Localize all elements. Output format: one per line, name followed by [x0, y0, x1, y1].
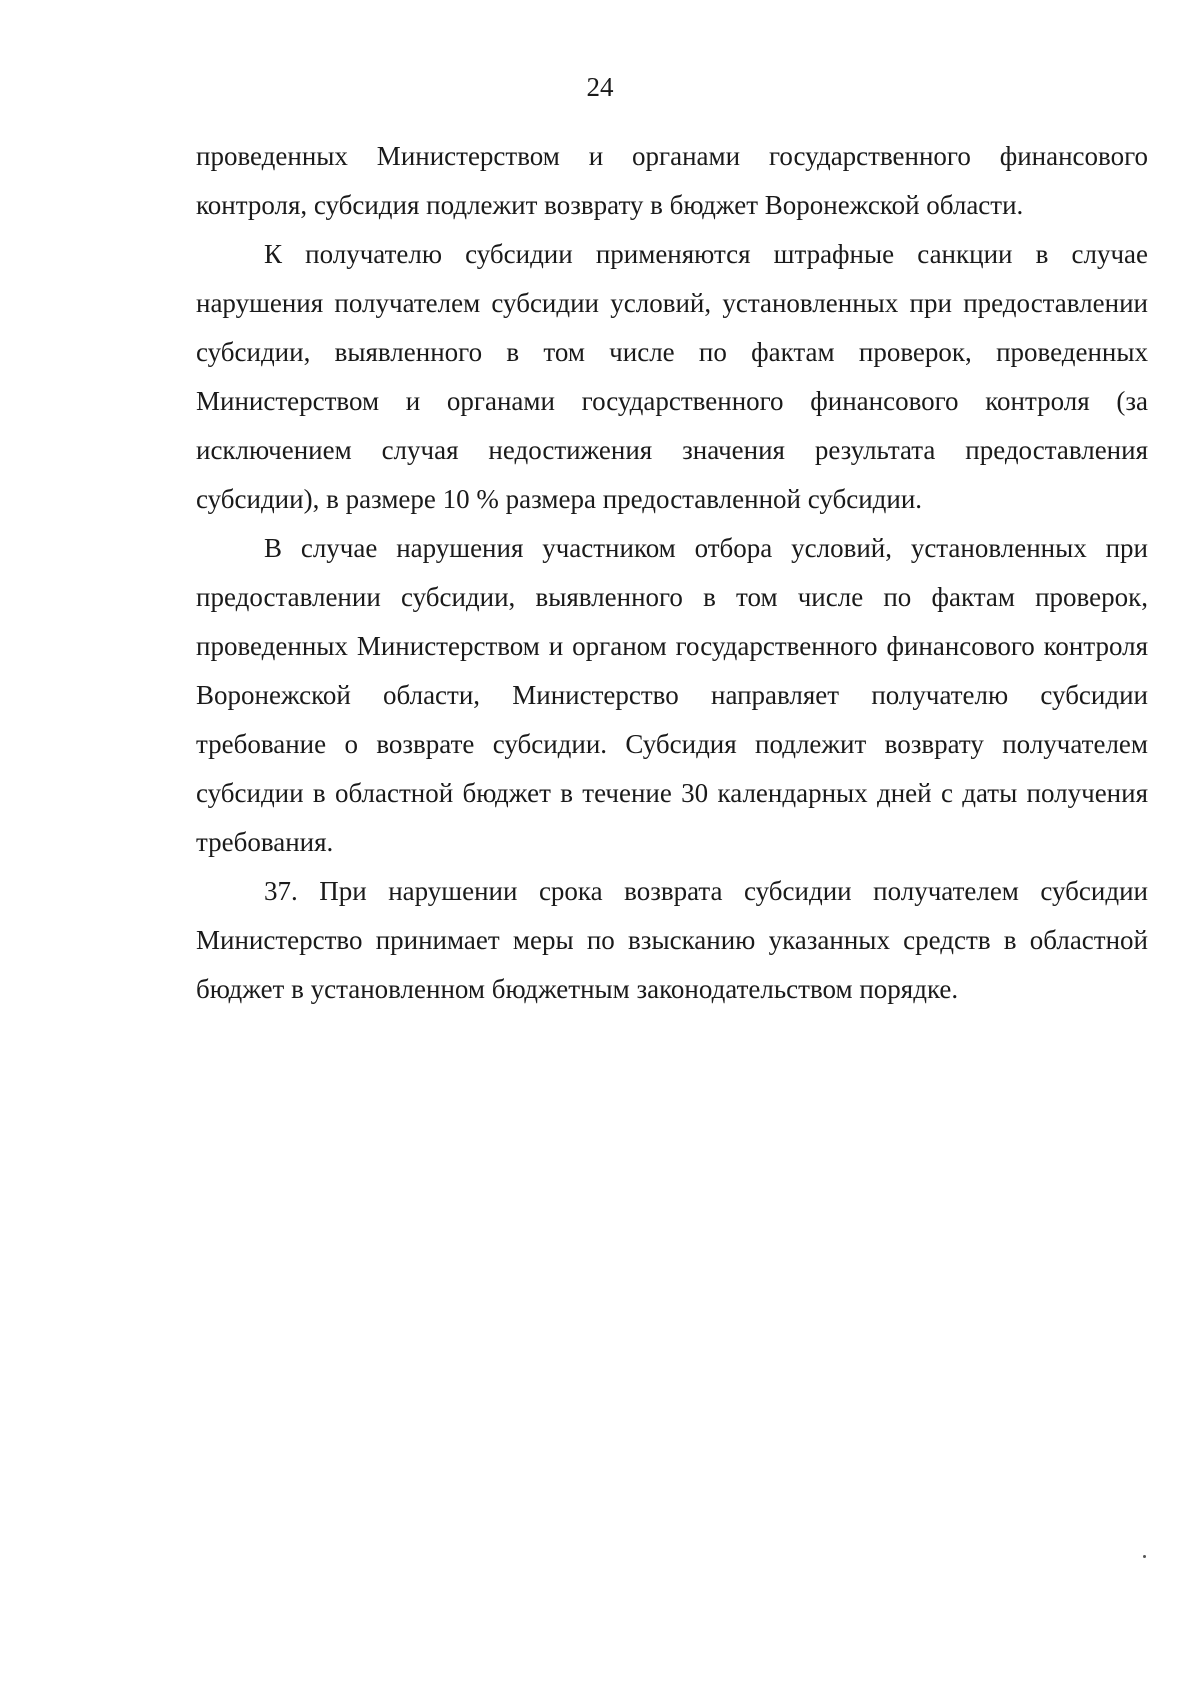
paragraph-continuation: проведенных Министерством и органами государственного финансового контроля, субсидия подлежит возврату в бюджет Воронежской области. [196, 141, 1148, 220]
document-body [196, 132, 1148, 1014]
paragraph-penalty-sanctions: К получателю субсидии применяются штрафные санкции в случае нарушения получателем субсидии условий, установленных при предоставлении субсидии, выявленного в том числе по фактам проверок, проведенных Министерством и органами государственного финансового контроля (за исключением случая недостижения значения результата предоставления субсидии), в размере 10 % размера предоставленной субсидии. [196, 239, 1148, 514]
paragraph-return-requirement: В случае нарушения участником отбора условий, установленных при предоставлении субсидии, выявленного в том числе по фактам проверок, проведенных Министерством и органом государственного финансового контроля Воронежской области, Министерство направляет получателю субсидии требование о возврате субсидии. Субсидия подлежит возврату получателем субсидии в областной бюджет в течение 30 календарных дней с даты получения требования. [196, 533, 1148, 857]
paragraph-37-recovery: 37. При нарушении срока возврата субсидии получателем субсидии Министерство принимает меры по взысканию указанных средств в областной бюджет в установленном бюджетным законодательством порядке. [196, 876, 1148, 1004]
page-number: 24 [586, 72, 614, 102]
scan-artifact-dot [1143, 1555, 1146, 1558]
